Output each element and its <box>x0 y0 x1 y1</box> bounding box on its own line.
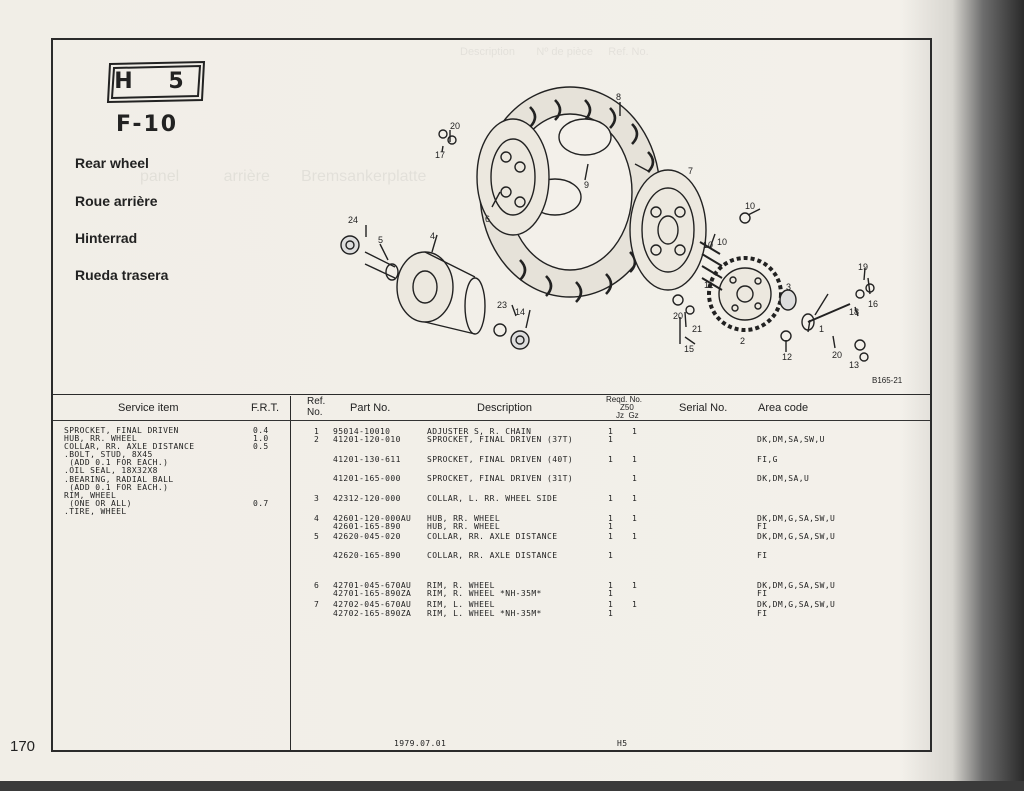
table-header-rule <box>53 420 930 421</box>
description-cell: COLLAR, RR. AXLE DISTANCE <box>427 551 558 560</box>
callout-20b: 20 <box>673 311 684 321</box>
callout-8: 8 <box>616 92 622 102</box>
header-service-item: Service item <box>118 402 179 414</box>
header-description: Description <box>477 402 533 414</box>
qty-jz-cell: 1 <box>608 494 614 503</box>
qty-gz-cell: 1 <box>632 474 638 483</box>
qty-jz-cell: 1 <box>608 427 614 436</box>
callout-14: 14 <box>515 307 526 317</box>
area-code-cell: FI <box>757 522 768 531</box>
footer-date: 1979.07.01 <box>394 739 447 748</box>
part-number-cell: 42312-120-000 <box>333 494 401 503</box>
bleed-through: panel arrière Bremsankerplatte <box>140 168 427 185</box>
qty-gz-cell: 1 <box>632 514 638 523</box>
ref-cell: 7 <box>314 600 320 609</box>
frt-value: 0.4 <box>253 426 269 435</box>
callout-21: 20 <box>832 350 843 360</box>
sprocket-drawing <box>709 258 781 330</box>
qty-jz-cell: 1 <box>608 514 614 523</box>
area-code-cell: DK,DM,SA,SW,U <box>757 435 825 444</box>
qty-jz-cell: 1 <box>608 522 614 531</box>
area-code-cell: FI <box>757 609 768 618</box>
description-cell: HUB, RR. WHEEL <box>427 514 501 523</box>
service-item: (ADD 0.1 FOR EACH.) <box>64 458 169 468</box>
qty-gz-cell: 1 <box>632 600 638 609</box>
frt-value: 1.0 <box>253 434 269 444</box>
qty-jz-cell: 1 <box>608 455 614 464</box>
header-part-no: Part No. <box>350 402 391 414</box>
service-item: .BEARING, RADIAL BALL <box>64 474 174 484</box>
ref-cell: 2 <box>314 435 320 444</box>
description-cell: RIM, R. WHEEL *NH-35M* <box>427 589 542 598</box>
callout-10a: 10 <box>703 240 714 250</box>
description-cell: RIM, R. WHEEL <box>427 581 495 590</box>
description-cell: SPROCKET, FINAL DRIVEN (31T) <box>427 474 574 483</box>
callout-11: 10 <box>745 201 756 211</box>
description-cell: COLLAR, L. RR. WHEEL SIDE <box>427 494 558 503</box>
service-item: RIM, WHEEL <box>64 490 117 500</box>
table-row <box>314 532 914 542</box>
area-code-cell: DK,DM,G,SA,SW,U <box>757 514 836 523</box>
ref-cell: 1 <box>314 427 320 436</box>
description-cell: ADJUSTER S, R. CHAIN <box>427 427 532 436</box>
area-code-cell: DK,DM,G,SA,SW,U <box>757 581 836 590</box>
header-model: Z50 <box>620 403 634 412</box>
diagram-code: B165-21 <box>872 376 903 385</box>
area-code-cell: DK,DM,G,SA,SW,U <box>757 600 836 609</box>
footer-code: H5 <box>617 739 628 748</box>
service-item: HUB, RR. WHEEL <box>64 434 138 444</box>
ref-cell: 6 <box>314 581 320 590</box>
qty-gz-cell: 1 <box>632 427 638 436</box>
part-number-cell: 42620-045-020 <box>333 532 401 541</box>
callout-1: 1 <box>819 324 825 334</box>
bottom-shadow-band <box>0 781 1024 791</box>
part-number-cell: 42702-165-890ZA <box>333 609 412 618</box>
callout-19: 19 <box>858 262 869 272</box>
qty-jz-cell: 1 <box>608 609 614 618</box>
axle-collar-drawing <box>365 252 395 278</box>
table-row <box>314 455 914 465</box>
table-row <box>314 522 914 532</box>
description-cell: SPROCKET, FINAL DRIVEN (37T) <box>427 435 574 444</box>
table-row <box>314 551 914 561</box>
part-number-cell: 42601-165-890 <box>333 522 401 531</box>
callout-13: 13 <box>849 360 860 370</box>
callout-12: 12 <box>782 352 793 362</box>
header-ref-no: Ref. No. <box>307 396 326 418</box>
figure-code: F-10 <box>116 112 179 137</box>
callout-23: 23 <box>497 300 508 310</box>
description-cell: COLLAR, RR. AXLE DISTANCE <box>427 532 558 541</box>
title-english: Rear wheel <box>75 155 149 171</box>
description-cell: RIM, L. WHEEL *NH-35M* <box>427 609 542 618</box>
table-row <box>314 435 914 445</box>
frt-value: 0.5 <box>253 442 269 452</box>
callout-10b: 10 <box>717 237 728 247</box>
qty-jz-cell: 1 <box>608 589 614 598</box>
rim-left-drawing <box>630 170 706 290</box>
title-german: Hinterrad <box>75 230 138 246</box>
ref-cell: 4 <box>314 514 320 523</box>
part-number-cell: 42701-165-890ZA <box>333 589 412 598</box>
service-item: .OIL SEAL, 18X32X8 <box>64 466 158 476</box>
description-cell: HUB, RR. WHEEL <box>427 522 501 531</box>
qty-jz-cell: 1 <box>608 551 614 560</box>
header-serial-no: Serial No. <box>679 402 728 414</box>
frt-value: 0.7 <box>253 498 269 508</box>
callout-22: 21 <box>692 324 703 334</box>
service-item: (ADD 0.1 FOR EACH.) <box>64 482 169 492</box>
header-jz-gz: Jz Gz <box>616 411 639 420</box>
area-code-cell: FI,G <box>757 455 778 464</box>
service-item: COLLAR, RR. AXLE DISTANCE <box>64 442 195 452</box>
description-cell: SPROCKET, FINAL DRIVEN (40T) <box>427 455 574 464</box>
callout-20a: 20 <box>450 121 461 131</box>
callout-7: 7 <box>688 166 694 176</box>
area-code-cell: FI <box>757 589 768 598</box>
callout-16: 16 <box>868 299 879 309</box>
header-reqd-no: Reqd. No. <box>606 395 643 404</box>
section-badge-label: H 5 <box>114 69 198 94</box>
header-area-code: Area code <box>758 402 809 414</box>
service-item: (ONE OR ALL) <box>64 498 132 508</box>
description-cell: RIM, L. WHEEL <box>427 600 495 609</box>
exploded-wheel-diagram <box>330 82 890 382</box>
table-top-rule <box>53 394 930 395</box>
page-number: 170 <box>10 738 36 755</box>
table-row <box>314 609 914 619</box>
callout-15: 15 <box>684 344 695 354</box>
part-number-cell: 41201-120-010 <box>333 435 401 444</box>
bleed-through: Description Nº de pièce Ref. No. <box>460 46 649 58</box>
hub-drawing <box>397 252 485 334</box>
part-number-cell: 42601-120-000AU <box>333 514 412 523</box>
qty-jz-cell: 1 <box>608 581 614 590</box>
qty-gz-cell: 1 <box>632 532 638 541</box>
service-item-list <box>64 427 194 516</box>
part-number-cell: 41201-165-000 <box>333 474 401 483</box>
callout-9: 9 <box>584 180 590 190</box>
callout-18: 18 <box>849 307 860 317</box>
callout-4: 4 <box>430 231 436 241</box>
table-row <box>314 589 914 599</box>
area-code-cell: DK,DM,SA,U <box>757 474 810 483</box>
qty-gz-cell: 1 <box>632 455 638 464</box>
qty-gz-cell: 1 <box>632 581 638 590</box>
table-column-rule <box>290 396 291 750</box>
service-item: SPROCKET, FINAL DRIVEN <box>64 426 179 435</box>
part-number-cell: 41201-130-611 <box>333 455 401 464</box>
part-number-cell: 42702-045-670AU <box>333 600 412 609</box>
qty-gz-cell: 1 <box>632 494 638 503</box>
part-number-cell: 95014-10010 <box>333 427 391 436</box>
qty-jz-cell: 1 <box>608 435 614 444</box>
part-number-cell: 42620-165-890 <box>333 551 401 560</box>
callout-5: 5 <box>378 235 384 245</box>
ref-cell: 3 <box>314 494 320 503</box>
callout-3: 3 <box>786 282 792 292</box>
section-badge <box>104 60 208 104</box>
callout-6: 6 <box>485 214 491 224</box>
table-row <box>314 494 914 504</box>
service-item: .BOLT, STUD, 8X45 <box>64 450 153 460</box>
callout-2: 2 <box>740 336 746 346</box>
header-frt: F.R.T. <box>251 402 280 414</box>
qty-jz-cell: 1 <box>608 532 614 541</box>
service-item: .TIRE, WHEEL <box>64 506 127 516</box>
callout-17: 17 <box>435 150 446 160</box>
area-code-cell: DK,DM,G,SA,SW,U <box>757 532 836 541</box>
title-french: Roue arrière <box>75 193 158 209</box>
title-spanish: Rueda trasera <box>75 267 169 283</box>
callout-10c: 11 <box>704 280 714 290</box>
ref-cell: 5 <box>314 532 320 541</box>
qty-jz-cell: 1 <box>608 600 614 609</box>
callout-24: 24 <box>348 215 359 225</box>
part-number-cell: 42701-045-670AU <box>333 581 412 590</box>
area-code-cell: FI <box>757 551 768 560</box>
table-row <box>314 474 914 484</box>
